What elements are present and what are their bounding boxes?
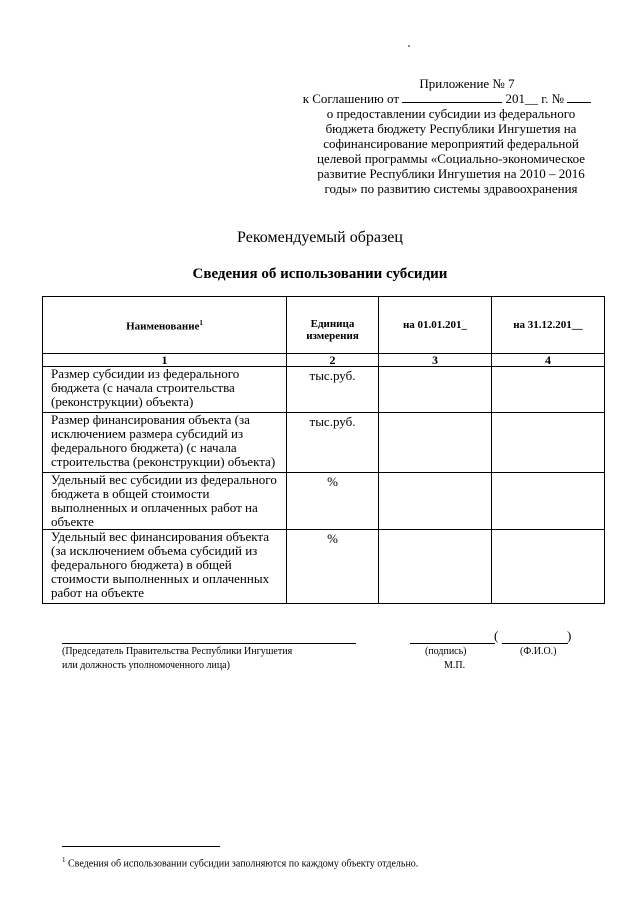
row-value-start[interactable] (379, 530, 492, 604)
row-value-end[interactable] (492, 367, 605, 413)
row-name: Удельный вес субсидии из федерального бюджета в общей стоимости выполненных и оплаченных работ на объекте (43, 473, 287, 530)
column-number-row (43, 354, 605, 367)
row-name: Размер субсидии из федерального бюджета (с начала строительства (реконструкции) объекта) (43, 367, 287, 413)
header-name: Наименование$^1$ (43, 297, 287, 354)
row-unit: % (287, 473, 379, 530)
header-date-end: на 31.12.201__ (492, 297, 605, 354)
header-row (43, 297, 605, 354)
footnote-mark: 1 (62, 856, 66, 864)
row-value-start[interactable] (379, 413, 492, 473)
row-name: Размер финансирования объекта (за исключением размера субсидий из федерального бюджета) (с начала строительства (реконструкции) объекта) (43, 413, 287, 473)
column-number: 2 (287, 354, 379, 367)
agreement-date-blank (402, 92, 502, 103)
header-unit: Единица измерения (287, 297, 379, 354)
table-row (43, 367, 605, 413)
full-name-label: (Ф.И.О.) (520, 646, 557, 657)
row-value-start[interactable] (379, 473, 492, 530)
recommended-sample-label: Рекомендуемый образец (237, 229, 403, 246)
table-row (43, 473, 605, 530)
footnote-text: Сведения об использовании субсидии заполняются по каждому объекту отдельно. (68, 858, 419, 870)
paren-open: ( (494, 628, 499, 643)
header-date-start: на 01.01.201_ (379, 297, 492, 354)
row-unit: тыс.руб. (287, 367, 379, 413)
stamp-label: М.П. (444, 660, 466, 671)
footnote-ref: 1 (199, 319, 203, 328)
paren-close: ) (567, 628, 572, 643)
agreement-line: к Соглашению от 201__ г. № (282, 91, 612, 106)
agreement-subject: о предоставлении субсидии из федерального бюджета бюджету Республики Ингушетия на софинансирование мероприятий федеральной целевой программы «Социально-экономическое развитие Республики Ингушетия на 2010 – 2016 годы» по развитию системы здравоохранения (316, 106, 586, 196)
name-line (502, 643, 568, 644)
signature-label: (подпись) (425, 646, 467, 657)
row-value-end[interactable] (492, 473, 605, 530)
subsidy-table (42, 296, 605, 604)
row-name: Удельный вес финансирования объекта (за исключением объема субсидий из федерального бюджета) в общей стоимости выполненных и оплаченных работ на объекте (43, 530, 287, 604)
appendix-number: Приложение № 7 (419, 76, 515, 91)
footnote-separator (62, 846, 220, 847)
signature-line (410, 643, 495, 644)
position-signature-line (62, 643, 356, 644)
row-value-end[interactable] (492, 530, 605, 604)
position-caption: (Председатель Правительства Республики Ингушетия или должность уполномоченного лица) (62, 646, 293, 671)
agreement-number-blank (567, 92, 591, 103)
column-number: 4 (492, 354, 605, 367)
table-row (43, 530, 605, 604)
row-value-start[interactable] (379, 367, 492, 413)
appendix-header (282, 76, 612, 196)
column-number: 3 (379, 354, 492, 367)
footnote (62, 856, 418, 869)
row-value-end[interactable] (492, 413, 605, 473)
document-title: Сведения об использовании субсидии (192, 266, 448, 282)
scan-speck (408, 45, 410, 47)
table-row (43, 413, 605, 473)
column-number: 1 (43, 354, 287, 367)
row-unit: % (287, 530, 379, 604)
row-unit: тыс.руб. (287, 413, 379, 473)
